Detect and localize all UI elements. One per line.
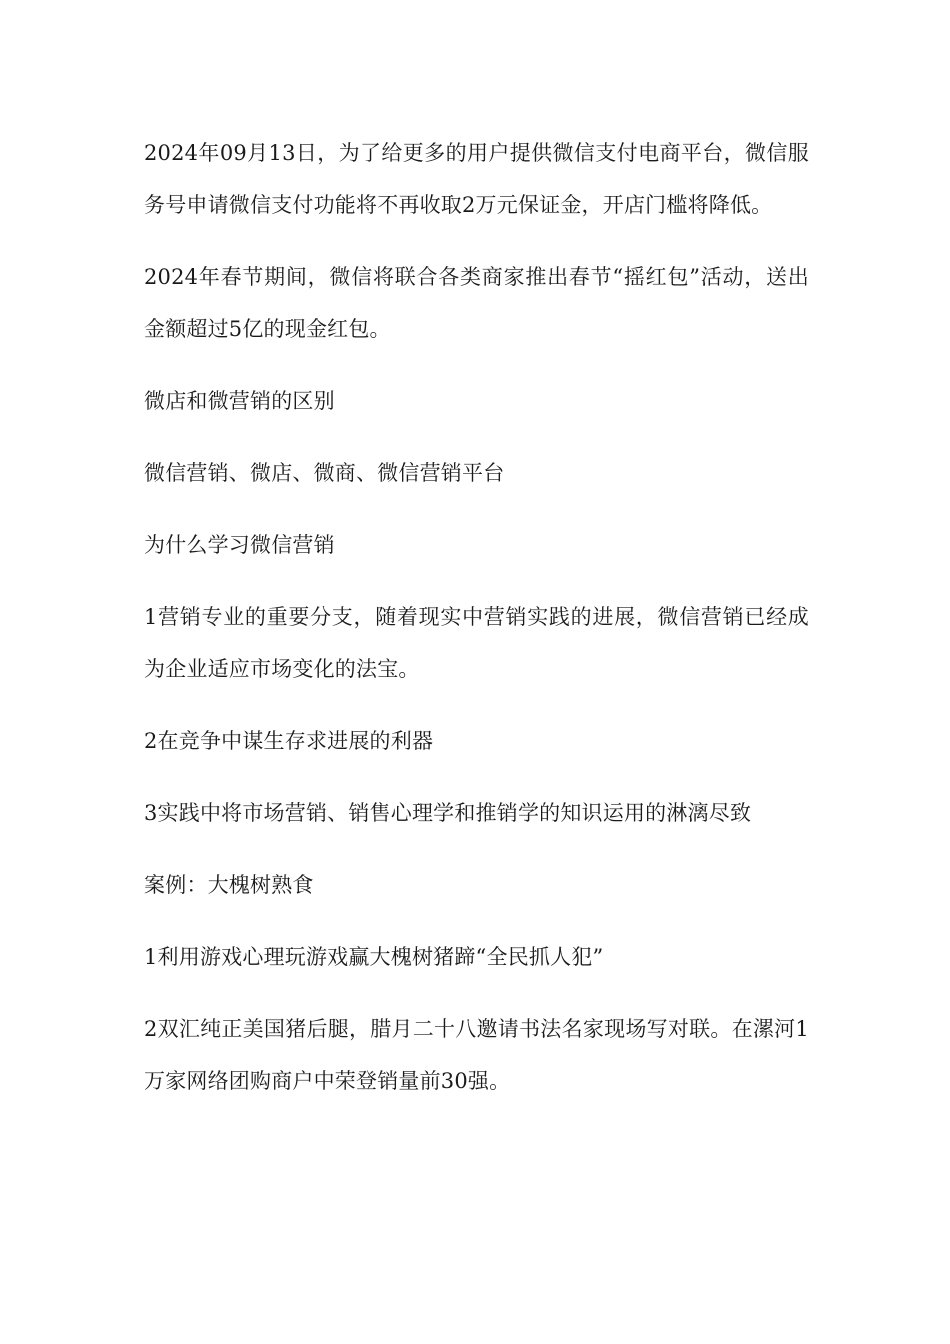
paragraph-platform-list: 微信营销、微店、微商、微信营销平台 (144, 461, 505, 485)
paragraph-spring-festival: 2024年春节期间，微信将联合各类商家推出春节“摇红包”活动，送出金额超过5亿的现金红包。 (144, 265, 809, 341)
paragraph-point-3: 3实践中将市场营销、销售心理学和推销学的知识运用的淋漓尽致 (144, 801, 752, 825)
paragraph-point-1: 1营销专业的重要分支，随着现实中营销实践的进展，微信营销已经成为企业适应市场变化的法宝。 (144, 605, 809, 681)
document-body (144, 127, 809, 1127)
paragraph-case-title: 案例：大槐树熟食 (144, 873, 314, 897)
paragraph-announcement: 2024年09月13日，为了给更多的用户提供微信支付电商平台，微信服务号申请微信支付功能将不再收取2万元保证金，开店门槛将降低。 (144, 141, 809, 217)
paragraph-case-1: 1利用游戏心理玩游戏赢大槐树猪蹄“全民抓人犯” (144, 945, 604, 969)
paragraph-point-2: 2在竞争中谋生存求进展的利器 (144, 729, 434, 753)
paragraph-heading-why-learn: 为什么学习微信营销 (144, 533, 335, 557)
paragraph-heading-difference: 微店和微营销的区别 (144, 389, 335, 413)
paragraph-case-2: 2双汇纯正美国猪后腿，腊月二十八邀请书法名家现场写对联。在漯河1万家网络团购商户中荣登销量前30强。 (144, 1017, 809, 1093)
